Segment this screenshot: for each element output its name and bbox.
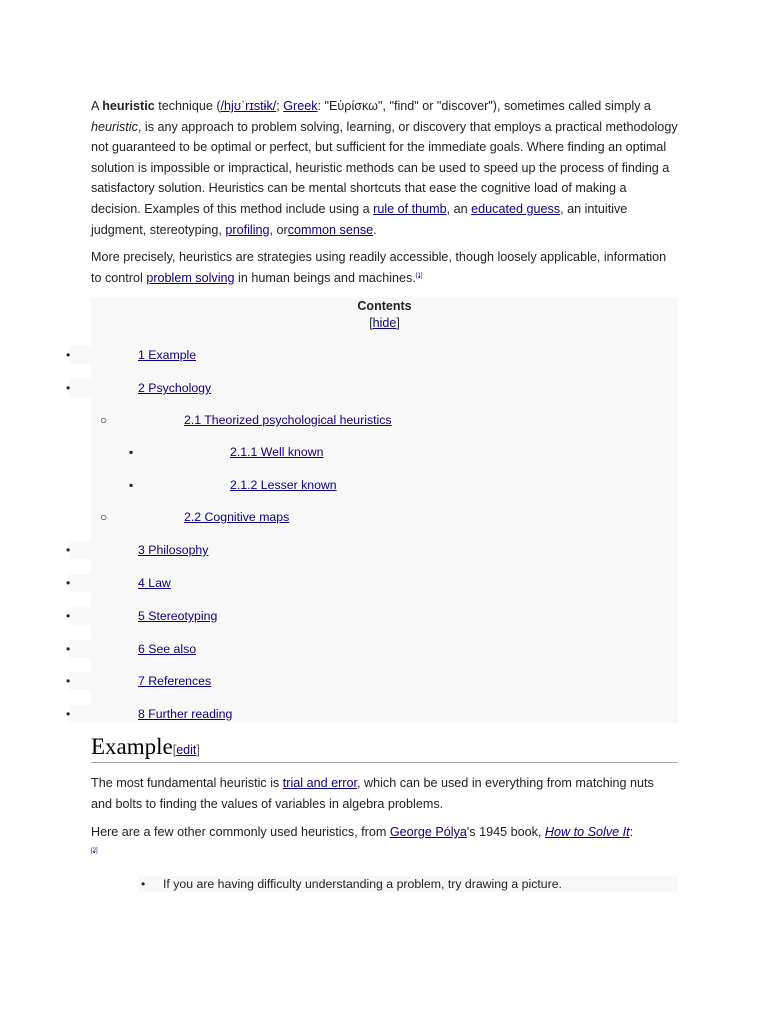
bold-term: heuristic	[102, 99, 155, 113]
toc-bullet: •	[66, 381, 71, 395]
italic-term: heuristic	[91, 119, 138, 134]
how-to-solve-it-link[interactable]: How to Solve It	[544, 825, 630, 839]
list-item: If you are having difficulty understanding a problem, try drawing a picture.	[163, 877, 562, 891]
bracket: [	[172, 743, 177, 757]
example-paragraph-2	[91, 822, 678, 863]
text: technique (	[154, 99, 221, 113]
toc-item-link[interactable]: 3 Philosophy	[138, 543, 209, 557]
toc-item-link[interactable]: 2.1.1 Well known	[230, 445, 324, 459]
toc-item-link[interactable]: 8 Further reading	[138, 707, 233, 721]
common-sense-link[interactable]: common sense	[287, 222, 374, 237]
text: The most fundamental heuristic is	[91, 776, 283, 790]
reference-link[interactable]: [1]	[415, 272, 423, 279]
toc-bullet: ○	[100, 413, 108, 427]
text: , an	[446, 201, 472, 216]
rule-of-thumb-link[interactable]: rule of thumb	[373, 201, 447, 216]
toc-bullet: •	[66, 642, 71, 656]
section-heading-text: Example	[91, 734, 173, 759]
toc-bullet: •	[66, 707, 71, 721]
toc-item-link[interactable]: 6 See also	[138, 642, 197, 656]
text: , is any approach to problem solving, learning, or discovery that employs a practical methodology not guaranteed to be optimal or perfect, but sufficient for the immediate goals. Where finding an optimal solution is impossible or impractical, heuristic methods can be used to speed up the process of finding a satisfactory solution. Heuristics can be mental shortcuts that ease the cognitive load of making a decision. Examples of this method include using a	[91, 119, 678, 216]
reference-link[interactable]: [2]	[91, 847, 98, 854]
george-polya-link[interactable]: George Pólya	[389, 825, 467, 839]
bracket: ]	[196, 743, 200, 757]
toc-bullet: •	[66, 348, 71, 362]
toc-item-link[interactable]: 7 References	[138, 674, 212, 688]
text: in human beings and machines.	[234, 270, 416, 285]
toc-bullet: ▪	[129, 478, 134, 492]
toc-bullet: •	[66, 576, 71, 590]
toc-bullet: ○	[100, 510, 108, 524]
profiling-link[interactable]: profiling	[225, 222, 270, 237]
greek-link[interactable]: Greek	[283, 99, 318, 113]
toc-row-background	[130, 476, 678, 494]
toc-item-link[interactable]: 2.1 Theorized psychological heuristics	[184, 413, 392, 427]
section-heading	[91, 734, 678, 763]
text: , an intuitive judgment, stereotyping,	[91, 201, 628, 237]
problem-solving-link[interactable]: problem solving	[146, 270, 235, 285]
toc-item-link[interactable]: 2 Psychology	[138, 381, 212, 395]
text: 's 1945 book,	[466, 825, 545, 839]
text: :	[629, 825, 634, 839]
toc-bullet: ▪	[129, 445, 134, 459]
text: More precisely, heuristics are strategies using readily accessible, though loosely applicable, information to control	[91, 250, 667, 285]
toc-item-link[interactable]: 1 Example	[138, 348, 197, 362]
intro-paragraph	[91, 96, 678, 240]
toc-row-background	[130, 443, 678, 461]
toc-toggle	[91, 316, 678, 330]
toc-bullet: •	[66, 543, 71, 557]
edit-link[interactable]: edit	[176, 743, 197, 757]
edit-section	[173, 743, 200, 757]
text: Here are a few other commonly used heuristics, from	[91, 825, 390, 839]
list-bullet: •	[141, 877, 146, 891]
bracket: [	[369, 316, 373, 330]
text: A	[91, 99, 103, 113]
toc-bullet: •	[66, 674, 71, 688]
toc-item-link[interactable]: 4 Law	[138, 576, 171, 590]
intro-paragraph-2	[91, 247, 678, 288]
text: .	[373, 222, 377, 237]
bracket: ]	[396, 316, 400, 330]
toc-item-link[interactable]: 5 Stereotyping	[138, 609, 218, 623]
example-paragraph	[91, 773, 678, 814]
text: , or	[269, 222, 288, 237]
toc-item-link[interactable]: 2.1.2 Lesser known	[230, 478, 337, 492]
toc-title: Contents	[357, 299, 412, 313]
text: ;	[276, 99, 284, 113]
ipa-link[interactable]: /hjʊˈrɪstɨk/	[220, 99, 277, 113]
text: , which can be used in everything from matching nuts and bolts to finding the values of variables in algebra problems.	[91, 776, 654, 811]
educated-guess-link[interactable]: educated guess	[471, 201, 561, 216]
toc-item-link[interactable]: 2.2 Cognitive maps	[184, 510, 290, 524]
toc-bullet: •	[66, 609, 71, 623]
trial-and-error-link[interactable]: trial and error	[282, 776, 357, 790]
text: : "Εὑρίσκω", "find" or "discover"), sometimes called simply a	[317, 99, 651, 113]
toc-hide-button[interactable]: hide	[372, 316, 397, 330]
